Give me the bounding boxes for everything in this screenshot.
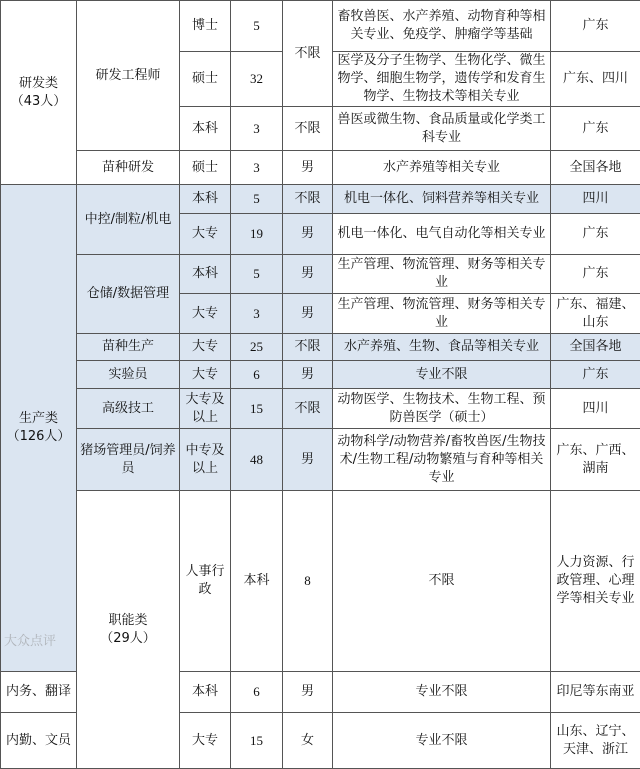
major-cell: 生产管理、物流管理、财务等相关专业 (333, 255, 551, 294)
count-cell: 6 (231, 361, 283, 389)
position-cell: 人事行政 (180, 491, 231, 672)
degree-cell: 大专 (180, 214, 231, 255)
gender-cell: 不限 (283, 1, 333, 107)
gender-cell: 不限 (283, 185, 333, 214)
degree-cell: 大专 (180, 334, 231, 361)
table-row (1, 1, 640, 52)
count-cell: 3 (231, 151, 283, 185)
degree-cell: 硕士 (180, 52, 231, 107)
major-cell: 人力资源、行政管理、心理学等相关专业 (551, 491, 640, 672)
position-cell: 猪场管理员/饲养员 (77, 429, 180, 491)
major-cell: 水产养殖、生物、食品等相关专业 (333, 334, 551, 361)
major-cell: 机电一体化、饲料营养等相关专业 (333, 185, 551, 214)
location-cell: 四川 (551, 185, 640, 214)
category-cell (77, 491, 180, 769)
gender-cell: 男 (283, 361, 333, 389)
major-cell: 生产管理、物流管理、财务等相关专业 (333, 294, 551, 334)
gender-cell: 男 (283, 214, 333, 255)
location-cell: 印尼等东南亚 (551, 672, 640, 713)
count-cell: 15 (231, 389, 283, 429)
category-name: 研发类 (19, 76, 58, 91)
table-row (1, 389, 640, 429)
position-cell: 中控/制粒/机电 (77, 185, 180, 255)
major-cell: 兽医或微生物、食品质量或化学类工科专业 (333, 107, 551, 151)
position-cell: 苗种生产 (77, 334, 180, 361)
position-cell: 高级技工 (77, 389, 180, 429)
location-cell: 广东 (551, 361, 640, 389)
degree-cell: 大专 (180, 361, 231, 389)
category-count: （126人） (7, 429, 71, 444)
location-cell: 山东、辽宁、天津、浙江 (551, 713, 640, 769)
degree-cell: 本科 (180, 255, 231, 294)
degree-cell: 博士 (180, 1, 231, 52)
gender-cell: 男 (283, 294, 333, 334)
gender-cell: 男 (283, 672, 333, 713)
location-cell: 四川 (551, 389, 640, 429)
major-cell: 专业不限 (333, 713, 551, 769)
count-cell: 48 (231, 429, 283, 491)
major-cell: 机电一体化、电气自动化等相关专业 (333, 214, 551, 255)
gender-cell: 男 (283, 429, 333, 491)
major-cell: 动物医学、生物技术、生物工程、预防兽医学（硕士） (333, 389, 551, 429)
count-cell: 8 (283, 491, 333, 672)
major-cell: 畜牧兽医、水产养殖、动物育种等相关专业、免疫学、肿瘤学等基础 (333, 1, 551, 52)
degree-cell: 硕士 (180, 151, 231, 185)
gender-cell: 不限 (283, 107, 333, 151)
major-cell: 专业不限 (333, 672, 551, 713)
major-cell: 水产养殖等相关专业 (333, 151, 551, 185)
gender-cell: 不限 (283, 334, 333, 361)
location-cell: 广东、福建、山东 (551, 294, 640, 334)
major-cell: 专业不限 (333, 361, 551, 389)
location-cell: 广东 (551, 255, 640, 294)
position-cell: 苗种研发 (77, 151, 180, 185)
degree-cell: 中专及以上 (180, 429, 231, 491)
location-cell: 广东、广西、湖南 (551, 429, 640, 491)
count-cell: 5 (231, 255, 283, 294)
degree-cell: 本科 (180, 185, 231, 214)
location-cell: 广东 (551, 1, 640, 52)
degree-cell: 本科 (231, 491, 283, 672)
location-cell: 全国各地 (551, 334, 640, 361)
gender-cell: 男 (283, 151, 333, 185)
major-cell: 医学及分子生物学、生物化学、微生物学、细胞生物学，遗传学和发育生物学、生物技术等相关专业 (333, 52, 551, 107)
table-row (1, 185, 640, 214)
degree-cell: 本科 (180, 672, 231, 713)
gender-cell: 不限 (333, 491, 551, 672)
category-cell (1, 1, 77, 185)
category-cell (1, 185, 77, 672)
location-cell: 广东 (551, 214, 640, 255)
position-cell: 研发工程师 (77, 1, 180, 151)
category-name: 生产类 (19, 411, 58, 426)
table-row (1, 151, 640, 185)
position-cell: 内务、翻译 (1, 672, 77, 713)
gender-cell: 女 (283, 713, 333, 769)
location-cell: 广东 (551, 107, 640, 151)
degree-cell: 大专及以上 (180, 389, 231, 429)
watermark-logo: 大众点评 (4, 630, 56, 649)
position-cell: 实验员 (77, 361, 180, 389)
degree-cell: 大专 (180, 294, 231, 334)
count-cell: 5 (231, 1, 283, 52)
count-cell: 15 (231, 713, 283, 769)
table-row (1, 255, 640, 294)
category-count: （29人） (100, 631, 156, 646)
major-cell: 动物科学/动物营养/畜牧兽医/生物技术/生物工程/动物繁殖与育种等相关专业 (333, 429, 551, 491)
category-name: 职能类 (108, 613, 147, 628)
count-cell: 6 (231, 672, 283, 713)
location-cell: 全国各地 (551, 151, 640, 185)
category-count: （43人） (11, 94, 67, 109)
table-row (1, 491, 640, 672)
location-cell: 广东、四川 (551, 52, 640, 107)
count-cell: 3 (231, 107, 283, 151)
degree-cell: 本科 (180, 107, 231, 151)
gender-cell: 男 (283, 255, 333, 294)
count-cell: 3 (231, 294, 283, 334)
count-cell: 25 (231, 334, 283, 361)
degree-cell: 大专 (180, 713, 231, 769)
count-cell: 19 (231, 214, 283, 255)
table-row (1, 361, 640, 389)
gender-cell: 不限 (283, 389, 333, 429)
position-cell: 仓储/数据管理 (77, 255, 180, 334)
count-cell: 5 (231, 185, 283, 214)
table-row (1, 334, 640, 361)
position-cell: 内勤、文员 (1, 713, 77, 769)
count-cell: 32 (231, 52, 283, 107)
table-row (1, 429, 640, 491)
